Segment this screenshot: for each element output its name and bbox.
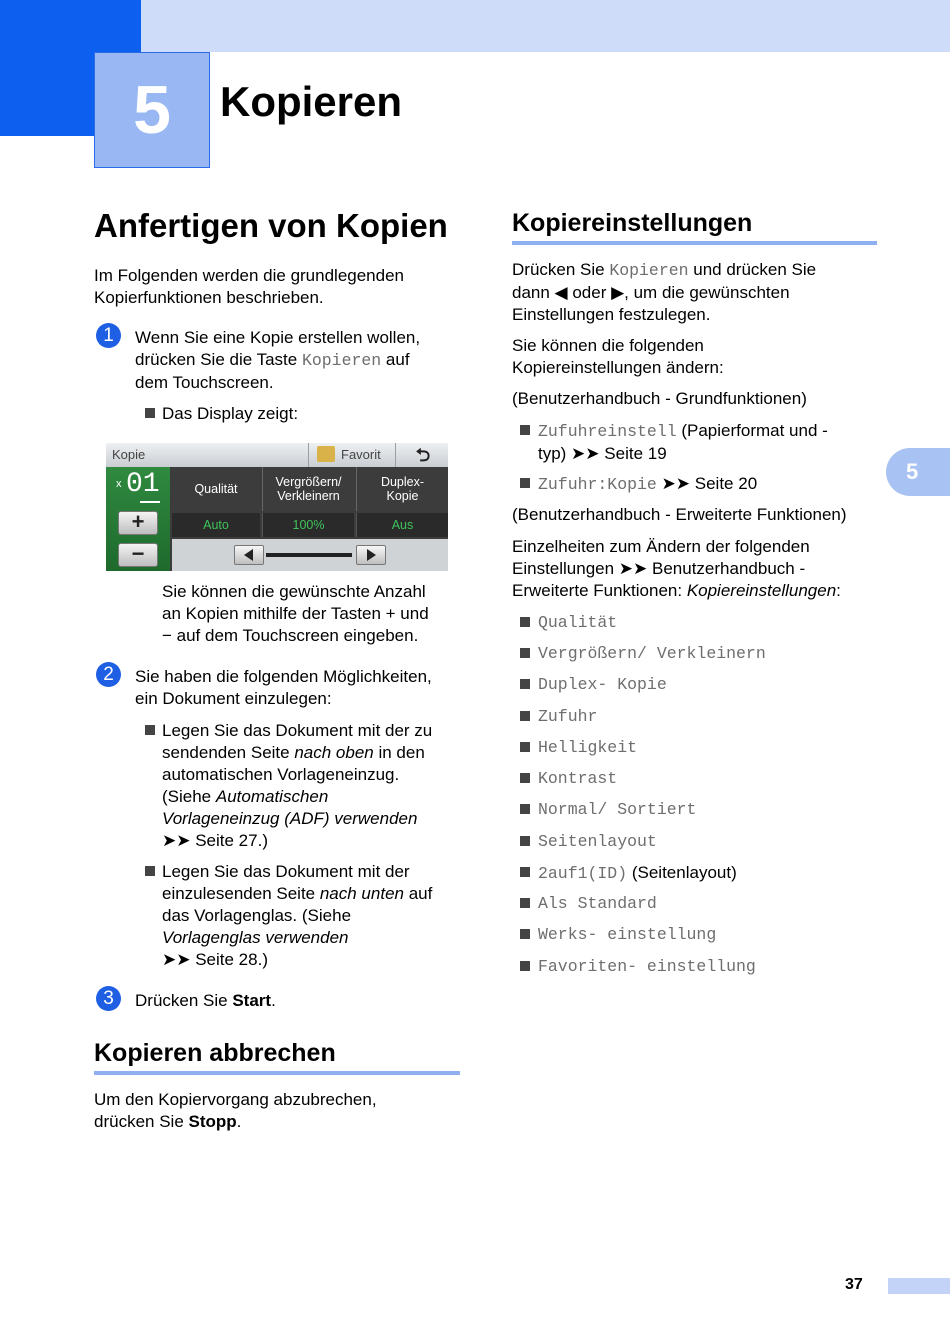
chapter-title: Kopieren <box>220 78 403 125</box>
header-light-band <box>141 0 950 52</box>
bullet-icon <box>520 711 530 721</box>
setting-quality: Qualität <box>538 613 618 632</box>
glass-instructions: Legen Sie das Dokument mit der einzulesenden Seite nach unten auf das Vorlagenglas. (Siehe Vorlagenglas verwenden ➤➤ Seite 28.) <box>162 862 433 969</box>
adf-instructions: Legen Sie das Dokument mit der zu sendenden Seite nach oben in den automatischen Vorlageneinzug. (Siehe Automatischen Vorlageneinzug (ADF) verwenden ➤➤ Seite 27.) <box>162 721 433 850</box>
settings-intro: Drücken Sie Kopieren und drücken Sie dann ◀ oder ▶, um die gewünschten Einstellungen festzulegen. <box>512 260 817 324</box>
bullet-icon <box>520 867 530 877</box>
minus-button[interactable]: − <box>118 543 158 567</box>
bullet-icon <box>520 742 530 752</box>
setting-sort: Normal/ Sortiert <box>538 800 697 819</box>
page-number-bar <box>888 1278 950 1294</box>
scroll-track <box>266 553 352 557</box>
bullet-icon <box>520 648 530 658</box>
tray-page-link[interactable]: typ) ➤➤ Seite 19 <box>538 444 667 463</box>
scroll-right-button[interactable] <box>356 545 386 565</box>
setting-factory-reset: Werks- einstellung <box>538 925 717 944</box>
bullet-icon <box>520 478 530 488</box>
bullet-icon <box>520 773 530 783</box>
adf-page-link[interactable]: ➤➤ Seite 27.) <box>162 831 268 850</box>
kopieren-key: Kopieren <box>301 351 382 370</box>
lcd-col-quality[interactable]: Qualität <box>194 482 238 496</box>
basic-item-tray-copy: Zufuhr:Kopie ➤➤ Seite 20 <box>538 474 758 494</box>
lcd-title: Kopie <box>112 447 146 462</box>
plus-button[interactable]: + <box>118 511 158 535</box>
step-2-text: Sie haben die folgenden Möglichkeiten, ein Dokument einzulegen: <box>135 667 432 708</box>
step-1-badge: 1 <box>96 323 121 348</box>
section-heading-copies: Anfertigen von Kopien <box>94 207 448 244</box>
chapter-side-tab[interactable]: 5 <box>886 448 950 496</box>
setting-density: Helligkeit <box>538 738 638 757</box>
page-number: 37 <box>845 1276 863 1293</box>
cancel-heading: Kopieren abbrechen <box>94 1039 336 1067</box>
settings-change-text: Sie können die folgenden Kopiereinstellungen ändern: <box>512 336 724 377</box>
lcd-val-enlarge: 100% <box>262 513 354 537</box>
lcd-col-duplex[interactable]: Duplex- Kopie <box>356 467 448 511</box>
setting-favorites: Favoriten- einstellung <box>538 957 756 976</box>
step-3-text: Drücken Sie Start. <box>135 991 276 1010</box>
lcd-favorite-button[interactable]: Favorit <box>308 443 396 467</box>
settings-heading: Kopiereinstellungen <box>512 209 753 237</box>
touchscreen-illustration <box>106 443 448 571</box>
copies-count: 01 <box>126 469 160 500</box>
tray-copy-page-link[interactable]: ➤➤ Seite 20 <box>656 474 758 493</box>
lcd-val-duplex: Aus <box>356 513 448 537</box>
advanced-guide-ref: (Benutzerhandbuch - Erweiterte Funktionen) <box>512 505 847 524</box>
chapter-number: 5 <box>133 72 171 148</box>
bullet-icon <box>520 425 530 435</box>
lcd-col-enlarge[interactable]: Vergrößern/ Verkleinern <box>262 467 354 511</box>
left-arrow-icon <box>244 549 253 561</box>
favorite-folder-icon <box>317 446 335 462</box>
bullet-icon <box>145 866 155 876</box>
setting-page-layout: Seitenlayout <box>538 832 657 851</box>
basic-item-tray: Zufuhreinstell (Papierformat und - typ) ➤➤ Seite 19 <box>538 421 828 463</box>
bullet-icon <box>520 898 530 908</box>
bullet-icon <box>520 679 530 689</box>
bullet-icon <box>145 725 155 735</box>
setting-set-default: Als Standard <box>538 894 657 913</box>
bullet-icon <box>145 408 155 418</box>
basic-guide-ref: (Benutzerhandbuch - Grundfunktionen) <box>512 389 807 408</box>
advanced-details-text: Einzelheiten zum Ändern der folgenden Einstellungen ➤➤ Benutzerhandbuch - Erweiterte Funktionen: Kopiereinstellungen: <box>512 537 841 600</box>
intro-text: Im Folgenden werden die grundlegenden Kopierfunktionen beschrieben. <box>94 266 405 307</box>
bullet-icon <box>520 804 530 814</box>
setting-tray: Zufuhr <box>538 707 598 726</box>
bullet-icon <box>520 617 530 627</box>
heading-rule <box>512 241 877 245</box>
heading-rule <box>94 1071 460 1075</box>
scroll-left-button[interactable] <box>234 545 264 565</box>
bullet-icon <box>520 961 530 971</box>
copies-underline <box>140 501 160 503</box>
display-shows-text: Das Display zeigt: <box>162 404 299 423</box>
setting-enlarge: Vergrößern/ Verkleinern <box>538 644 766 663</box>
step-2-badge: 2 <box>96 662 121 687</box>
copies-prefix: x <box>116 478 122 490</box>
step-1-text: Wenn Sie eine Kopie erstellen wollen, drücken Sie die Taste Kopieren auf dem Touchscreen. <box>135 328 421 392</box>
lcd-val-quality: Auto <box>172 513 260 537</box>
copies-hint: Sie können die gewünschte Anzahl an Kopien mithilfe der Tasten + und − auf dem Touchscreen eingeben. <box>162 582 429 645</box>
setting-duplex: Duplex- Kopie <box>538 675 667 694</box>
cancel-text: Um den Kopiervorgang abzubrechen, drücken Sie Stopp. <box>94 1090 377 1131</box>
right-arrow-icon <box>367 549 376 561</box>
setting-2in1-id: 2auf1(ID) (Seitenlayout) <box>538 863 737 883</box>
lcd-back-icon[interactable]: ⮌ <box>415 445 431 465</box>
setting-contrast: Kontrast <box>538 769 618 788</box>
step-3-badge: 3 <box>96 986 121 1011</box>
bullet-icon <box>520 836 530 846</box>
lcd-header <box>106 443 448 467</box>
glass-page-link[interactable]: ➤➤ Seite 28.) <box>162 950 268 969</box>
bullet-icon <box>520 929 530 939</box>
